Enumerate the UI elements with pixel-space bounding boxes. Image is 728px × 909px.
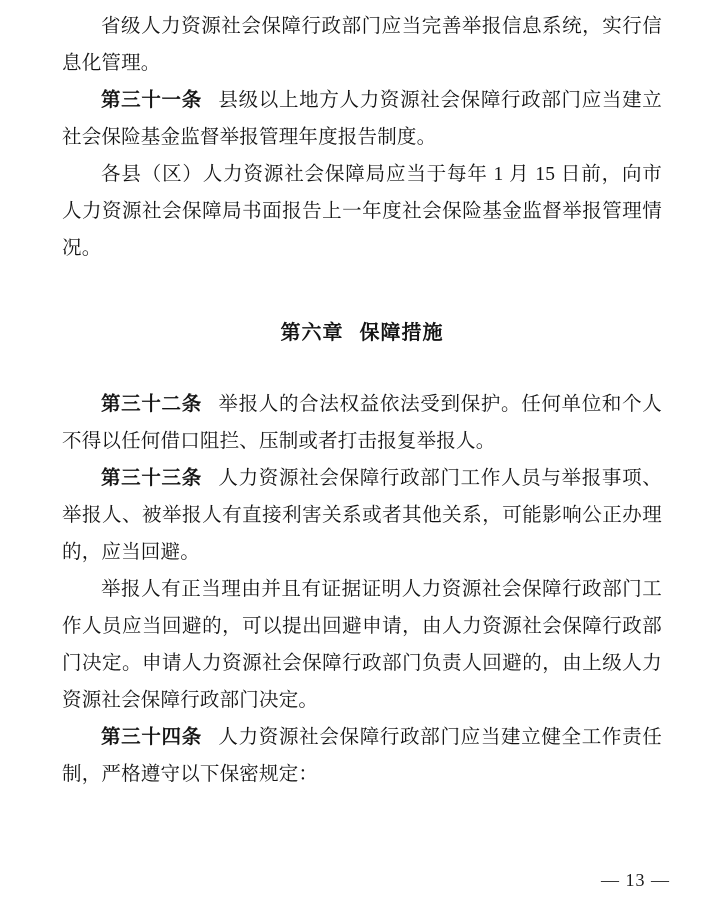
paragraph-1 [62,8,662,82]
chapter-heading-number: 第六章 [280,322,344,344]
paragraph-2-text: 县级以上地方人力资源社会保障行政部门应当建立社会保险基金监督举报管理年度报告制度。 [62,90,662,148]
paragraph-7-article-label: 第三十四条 [101,727,202,748]
paragraph-4 [62,386,662,460]
paragraph-5-article-label: 第三十三条 [101,468,202,489]
paragraph-1-text: 省级人力资源社会保障行政部门应当完善举报信息系统，实行信息化管理。 [62,16,662,74]
paragraph-5 [62,460,662,571]
paragraph-4-article-label: 第三十二条 [101,394,202,415]
page-number: — 13 — [601,870,670,890]
paragraph-5-text: 人力资源社会保障行政部门工作人员与举报事项、举报人、被举报人有直接利害关系或者其他关系，可能影响公正办理的，应当回避。 [62,468,662,563]
paragraph-7 [62,719,662,793]
document-body [62,8,662,793]
spacer-after-heading [62,352,662,386]
paragraph-2-article-label: 第三十一条 [101,90,202,111]
chapter-heading-title: 保障措施 [359,322,444,344]
paragraph-3-text: 各县（区）人力资源社会保障局应当于每年 1 月 15 日前，向市人力资源社会保障局书面报告上一年度社会保险基金监督举报管理情况。 [62,164,662,259]
chapter-heading [62,315,662,352]
paragraph-3 [62,156,662,267]
paragraph-2 [62,82,662,156]
paragraph-6-text: 举报人有正当理由并且有证据证明人力资源社会保障行政部门工作人员应当回避的，可以提出回避申请，由人力资源社会保障行政部门决定。申请人力资源社会保障行政部门负责人回避的，由上级人力资源社会保障行政部门决定。 [62,579,662,711]
paragraph-7-text: 人力资源社会保障行政部门应当建立健全工作责任制，严格遵守以下保密规定： [62,727,662,785]
paragraph-4-text: 举报人的合法权益依法受到保护。任何单位和个人不得以任何借口阻拦、压制或者打击报复举报人。 [62,394,662,452]
paragraph-6 [62,571,662,719]
spacer-before-heading [62,267,662,315]
